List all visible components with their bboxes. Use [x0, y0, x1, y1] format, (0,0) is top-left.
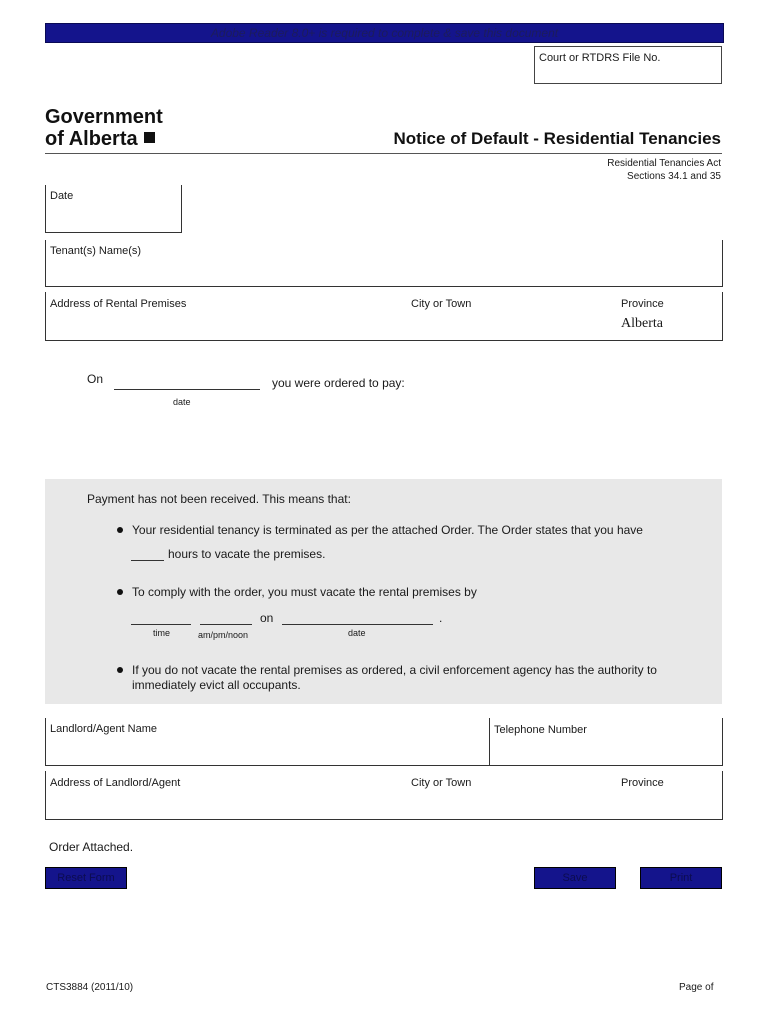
vacate-period: .: [439, 611, 443, 625]
vacate-on-label: on: [260, 611, 274, 625]
bullet-icon: [117, 667, 123, 673]
landlord-phone-field[interactable]: [489, 718, 723, 766]
rental-city-label: City or Town: [411, 298, 472, 310]
landlord-address-row: [45, 771, 723, 820]
rental-province-value[interactable]: Alberta: [621, 316, 663, 331]
landlord-name-field[interactable]: [45, 718, 490, 766]
page-number: Page of: [679, 982, 714, 993]
vacate-ampm-caption: am/pm/noon: [198, 630, 249, 640]
logo-line-2: of Alberta: [45, 128, 138, 150]
court-file-number-field[interactable]: [534, 46, 722, 84]
rental-address-row: [45, 292, 723, 341]
page-title: Notice of Default - Residential Tenancies: [393, 129, 721, 148]
landlord-name-label: Landlord/Agent Name: [50, 723, 158, 735]
notice-bullet-1-line-2: hours to vacate the premises.: [168, 547, 326, 561]
court-file-number-label: Court or RTDRS File No.: [539, 52, 661, 64]
order-attached-text: Order Attached.: [49, 840, 134, 854]
title-divider: [45, 153, 722, 154]
save-button[interactable]: Save: [534, 867, 616, 889]
form-code: CTS3884 (2011/10): [46, 982, 134, 993]
notice-bullet-1-line-1: Your residential tenancy is terminated as per the attached Order. The Order states that you have: [132, 523, 643, 537]
landlord-address-label: Address of Landlord/Agent: [50, 777, 181, 789]
government-logo: [45, 106, 163, 150]
reset-form-button[interactable]: Reset Form: [45, 867, 127, 889]
order-date-caption: date: [173, 397, 191, 407]
rental-province-label: Province: [621, 298, 664, 310]
order-ordered-text: you were ordered to pay:: [272, 376, 405, 390]
adobe-requirement-banner: Adobe Reader 8.0+ is required to complete & save this document: [45, 23, 724, 43]
date-label: Date: [50, 190, 74, 202]
tenant-name-field[interactable]: [45, 240, 723, 287]
notice-bullet-3-line-1: If you do not vacate the rental premises as ordered, a civil enforcement agency has the authority to: [132, 663, 657, 677]
date-field[interactable]: [45, 185, 182, 233]
vacate-date-input[interactable]: [282, 624, 433, 625]
bullet-icon: [117, 589, 123, 595]
act-reference: [607, 157, 721, 183]
vacate-time-input[interactable]: [131, 624, 191, 625]
order-on-label: On: [87, 372, 104, 386]
vacate-ampm-input[interactable]: [200, 624, 252, 625]
notice-bullet-3-line-2: immediately evict all occupants.: [132, 678, 301, 692]
logo-line-1: Government: [45, 106, 163, 128]
notice-intro: Payment has not been received. This means that:: [87, 492, 351, 506]
logo-square-icon: [144, 132, 155, 143]
act-name: Residential Tenancies Act: [607, 158, 721, 169]
rental-address-label: Address of Rental Premises: [50, 298, 187, 310]
print-button[interactable]: Print: [640, 867, 722, 889]
bullet-icon: [117, 527, 123, 533]
landlord-phone-label: Telephone Number: [494, 724, 587, 736]
landlord-province-label: Province: [621, 777, 664, 789]
vacate-date-caption: date: [348, 628, 366, 638]
landlord-city-label: City or Town: [411, 777, 472, 789]
vacate-time-caption: time: [153, 628, 171, 638]
hours-input[interactable]: [131, 560, 164, 561]
notice-bullet-2: To comply with the order, you must vacate the rental premises by: [132, 585, 477, 599]
order-date-input[interactable]: [114, 389, 260, 390]
tenant-name-label: Tenant(s) Name(s): [50, 245, 142, 257]
act-sections: Sections 34.1 and 35: [627, 171, 721, 182]
